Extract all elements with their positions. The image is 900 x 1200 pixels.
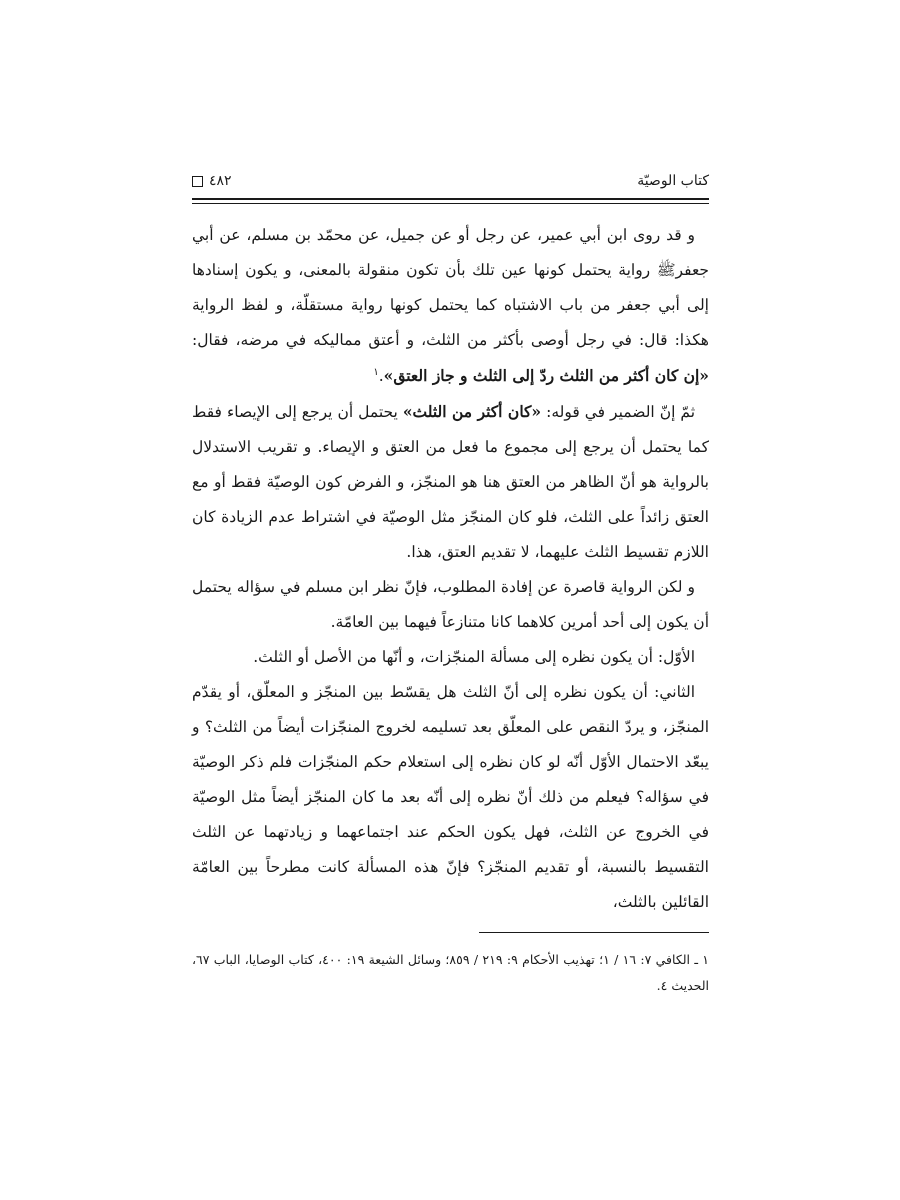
- footnote-reference[interactable]: ١: [373, 366, 379, 378]
- quoted-hadith-text: «كان أكثر من الثلث»: [402, 402, 542, 421]
- body-paragraph: [192, 218, 709, 394]
- header-rule: [192, 198, 709, 204]
- paragraph-text: ثمّ إنّ الضمير في قوله:: [541, 403, 696, 421]
- paragraph-text: يحتمل أن يرجع إلى الإيصاء فقط كما يحتمل أن يرجع إلى مجموع ما فعل من العتق و الإيصاء. و تقريب الاستدلال بالرواية هو أنّ الظاهر من العتق هنا هو المنجّز، و الفرض كون الوصيّة فقط أو مع العتق زائداً على الثلث، فلو كان المنجّز مثل الوصيّة في اشتراط عدم الزيادة كان اللازم تقسيط الثلث عليهما، لا تقديم العتق، هذا.: [192, 403, 709, 561]
- page-number-block: [192, 170, 232, 192]
- body-paragraph: [192, 570, 709, 640]
- book-page: [192, 170, 709, 999]
- footnote: ١ ـ الكافي ٧: ١٦ / ١؛ تهذيب الأحكام ٩: ٢١٩ / ٨٥٩؛ وسائل الشيعة ١٩: ٤٠٠، كتاب الوصايا، الباب ٦٧، الحديث ٤.: [192, 952, 710, 993]
- paragraph-text: الأوّل: أن يكون نظره إلى مسألة المنجّزات، و أنّها من الأصل أو الثلث.: [253, 648, 695, 666]
- page-number: ٤٨٢: [209, 173, 232, 189]
- paragraph-text: و قد روى ابن أبي عمير، عن رجل أو عن جميل، عن محمّد بن مسلم، عن أبي جعفرﷺ رواية يحتمل كونها عين تلك بأن تكون منقولة بالمعنى، و يكون إسنادها إلى أبي جعفر من باب الاشتباه كما يحتمل كونها رواية مستقلّة، و لفظ الرواية هكذا: قال: في رجل أوصى بأكثر من الثلث، و أعتق مماليكه في مرضه، فقال:: [192, 226, 709, 349]
- body-paragraph: [192, 675, 709, 920]
- running-header: [192, 170, 709, 192]
- footnotes: [192, 947, 709, 999]
- body-paragraph: [192, 640, 709, 675]
- square-icon: [192, 176, 203, 187]
- body-text: [192, 218, 709, 920]
- body-paragraph: [192, 394, 709, 570]
- paragraph-text: الثاني: أن يكون نظره إلى أنّ الثلث هل يقسّط بين المنجّز و المعلّق، أو يقدّم المنجّز، و يردّ النقص على المعلّق بعد تسليمه لخروج المنجّزات أيضاً من الثلث؟ و يبعّد الاحتمال الأوّل أنّه لو كان نظره إلى استعلام حكم المنجّزات فلم ذكر الوصيّة في سؤاله؟ فيعلم من ذلك أنّ نظره إلى أنّه بعد ما كان المنجّز أيضاً مثل الوصيّة في الخروج عن الثلث، فهل يكون الحكم عند اجتماعهما و زيادتهما عن الثلث التقسيط بالنسبة، أو تقديم المنجّز؟ فإنّ هذه المسألة كانت مطرحاً بين العامّة القائلين بالثلث،: [192, 683, 709, 911]
- paragraph-text: و لكن الرواية قاصرة عن إفادة المطلوب، فإنّ نظر ابن مسلم في سؤاله يحتمل أن يكون إلى أحد أمرين كلاهما كانا متنازعاً فيهما بين العامّة.: [192, 578, 709, 631]
- footnote-rule: [479, 932, 709, 933]
- quoted-hadith-text: «إن كان أكثر من الثلث ردّ إلى الثلث و جاز العتق»: [383, 366, 709, 385]
- running-head-title: كتاب الوصيّة: [637, 173, 709, 189]
- paragraph-text: .: [378, 367, 384, 385]
